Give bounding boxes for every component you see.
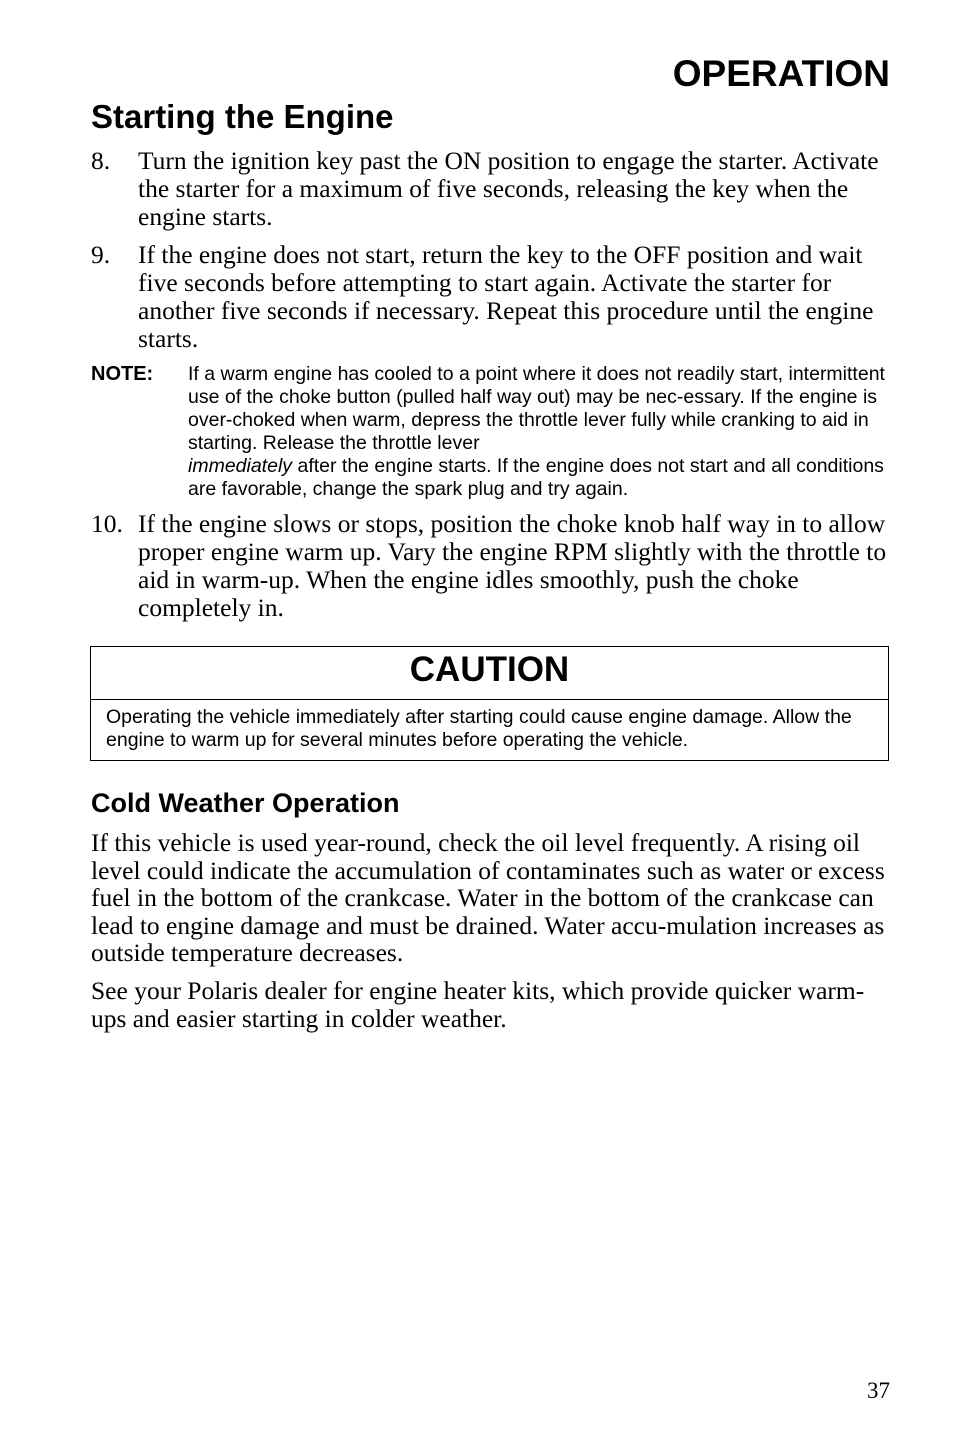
caution-text: Operating the vehicle immediately after starting could cause engine damage. Allow the engine to warm up for several minutes before operating the vehicle. [106,706,852,751]
cold-weather-heading: Cold Weather Operation [91,788,400,818]
step-item [91,241,891,353]
note-text [188,363,891,501]
caution-box [90,646,889,761]
steps-list-lower [91,510,891,632]
note-block [91,363,891,501]
page-title: Starting the Engine [91,98,394,135]
step-item [91,510,891,622]
note-emphasis: immediately [188,455,293,477]
caution-heading: CAUTION [91,647,888,700]
note-label: NOTE: [91,363,154,385]
cold-weather-paragraph: If this vehicle is used year-round, check the oil level frequently. A rising oil level could indicate the accumulation of contaminates such as water or excess fuel in the bottom of the crankcase. Water in the bottom of the crankcase can lead to engine damage and must be drained. Water accu-mulation increases as outside temperature decreases. [91,828,885,967]
note-text-before: If a warm engine has cooled to a point where it does not readily start, intermittent use of the choke button (pulled half way out) may be nec-essary. If the engine is over-choked when warm, depress the throttle lever fully while cranking to aid in starting. Release the throttle lever [188,363,885,454]
section-header: OPERATION [672,53,890,94]
steps-list-upper [91,147,891,363]
step-number: 8. [91,146,111,175]
step-number: 10. [91,509,123,538]
step-text: If the engine does not start, return the key to the OFF position and wait five seconds before attempting to start again. Activate the starter for another five seconds if necessary. Repeat this procedure until the engine starts. [138,240,874,353]
page-number: 37 [867,1378,890,1403]
note-text-after: after the engine starts. If the engine does not start and all conditions are favorable, change the spark plug and try again. [188,455,884,500]
dealer-paragraph: See your Polaris dealer for engine heater kits, which provide quicker warm-ups and easier starting in colder weather. [91,976,865,1033]
step-number: 9. [91,240,111,269]
step-text: If the engine slows or stops, position the choke knob half way in to allow proper engine warm up. Vary the engine RPM slightly with the throttle to aid in warm-up. When the engine idles smoothly, push the choke completely in. [138,509,887,622]
step-text: Turn the ignition key past the ON position to engage the starter. Activate the starter for a maximum of five seconds, releasing the key when the engine starts. [138,146,879,231]
step-item [91,147,891,231]
